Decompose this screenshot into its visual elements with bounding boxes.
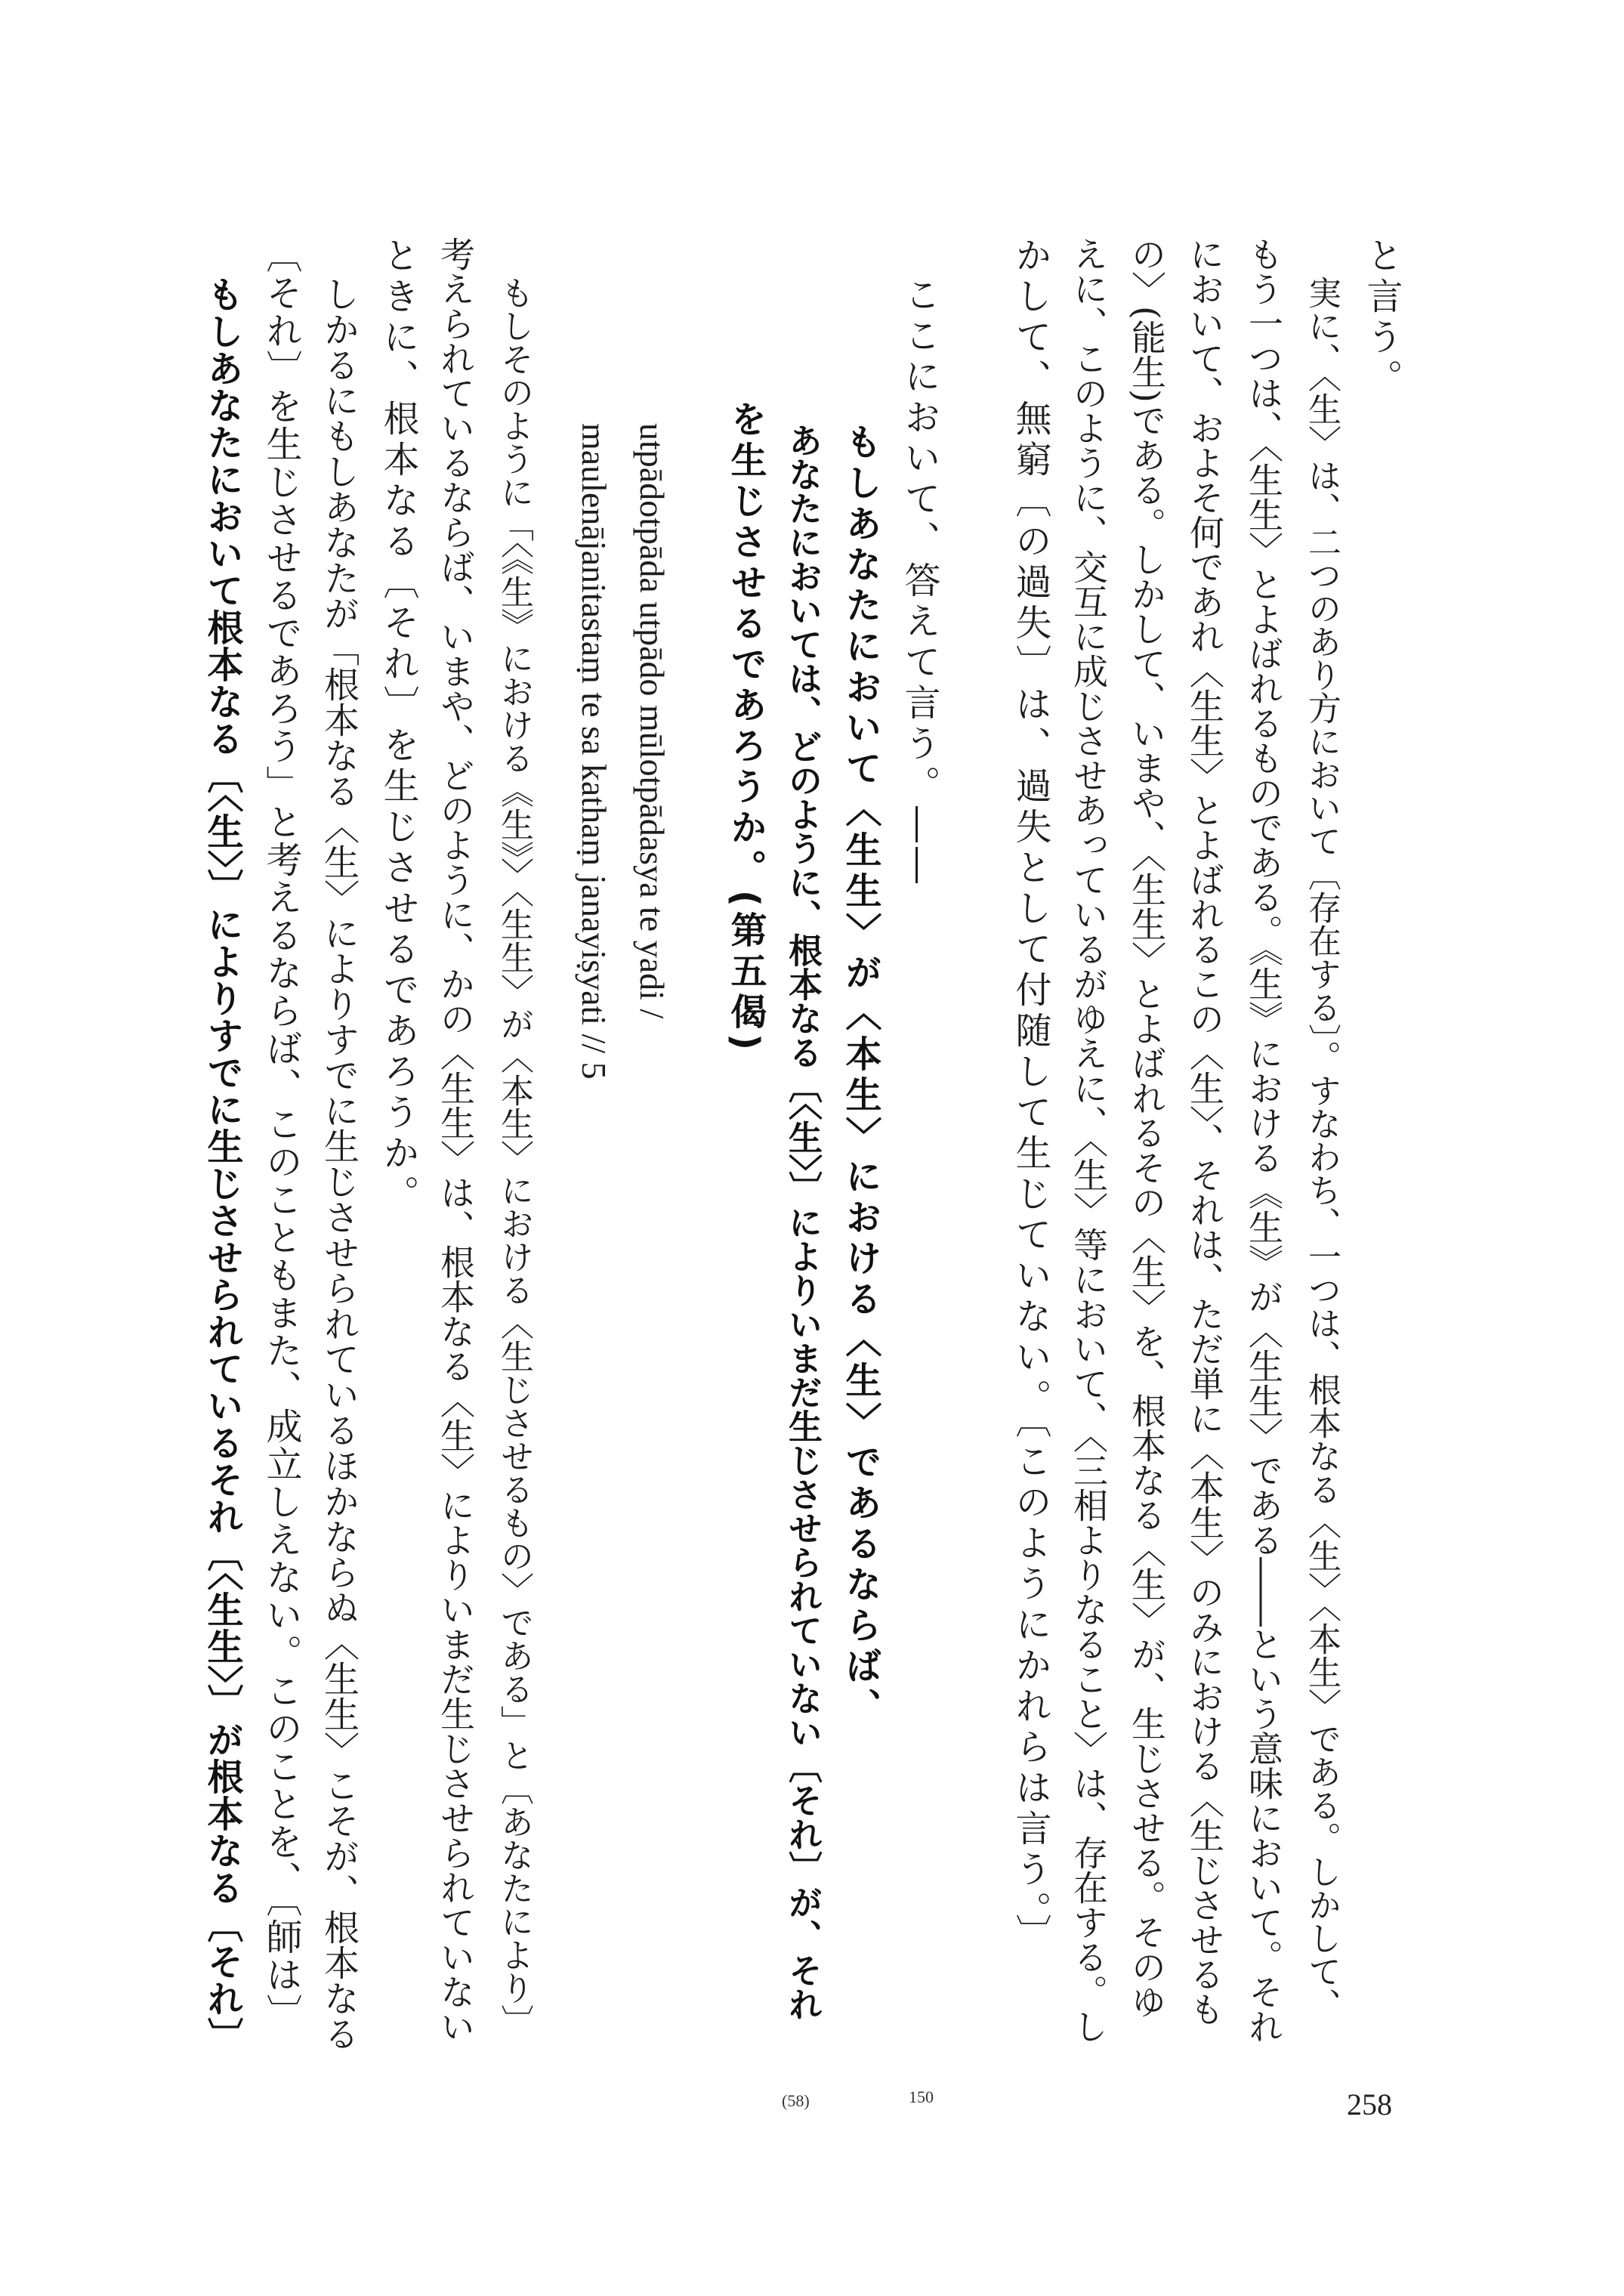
footnote-marker: (58) bbox=[782, 2091, 810, 2110]
text-line-9: もしそのように「〈《生》における《生》〉〈生生〉が〈本生〉における〈生じさせるもの〉である」と〔あなたにより〕 bbox=[495, 276, 533, 2038]
sanskrit-line-1: utpādotpāda utpādo mūlotpādasya te yadi / bbox=[633, 423, 672, 1019]
text-line-12: しかるにもしあなたが「根本なる〈生〉によりすでに生じさせられているほかならぬ〈生生〉こそが、根本なる bbox=[318, 276, 360, 2051]
text-line-1: と言う。 bbox=[1360, 236, 1403, 400]
text-line-14: もしあなたにおいて根本なる〔〈生〉〕によりすでに生じさせられているそれ〔〈生生〉〕が根本なる〔それ〕 bbox=[201, 276, 243, 2054]
text-line-2: 実に、〈生〉は、二つのあり方において〔存在する〕。すなわち、一つは、根本なる〈生〉〈本生〉である。しかして、 bbox=[1302, 276, 1341, 2021]
sanskrit-line-2: maulenājanitastaṃ te sa kathaṃ janayiṣyati // 5 bbox=[575, 423, 613, 1080]
verse-line-2: あなたにおいては、どのように、根本なる〔〈生〉〕によりいまだ生じさせられていない〔それ〕が、それ bbox=[783, 423, 823, 2021]
text-line-6: えに、このように、交互に成じさせあっているがゆえに、〈生〉等において、〈三相よりなること〉は、存在する。し bbox=[1068, 236, 1109, 2044]
verse-line-1: もしあなたにおいて〈生生〉が〈本生〉における〈生〉であるならば、 bbox=[839, 423, 881, 1729]
text-line-8: ここにおいて、答えて言う。―― bbox=[898, 276, 940, 888]
folio-number: 150 bbox=[909, 2087, 934, 2106]
text-line-5: の〉(能生)である。しかして、いまや、〈生生〉とよばれるその〈生〉を、根本なる〈生〉が、生じさせる。そのゆ bbox=[1126, 236, 1167, 2019]
text-line-11: ときに、根本なる〔それ〕を生じさせるであろうか。 bbox=[377, 236, 419, 1216]
verse-line-3: を生じさせるであろうか。(第五偈) bbox=[724, 400, 767, 1055]
text-line-7: かして、無窮〔の過失〕は、過失として付随して生じていない。〔このようにかれらは言う。〕 bbox=[1009, 236, 1051, 1955]
text-line-4: において、およそ何であれ〈生生〉とよばれるこの〈生〉、それは、ただ単に〈本生〉のみにおける〈生じさせるも bbox=[1184, 236, 1225, 2026]
text-line-13: 〔それ〕を生じさせるであろう」と考えるならば、このこともまた、成立しえない。このことを、〔師は〕 bbox=[260, 236, 302, 2032]
text-line-3: もう一つは、〈生生〉とよばれるものである。《生》における《生》が〈生生〉である――という意味において。それ bbox=[1243, 236, 1284, 2044]
text-line-10: 考えられているならば、いまや、どのように、かの〈生生〉は、根本なる〈生〉によりいまだ生じさせられていない bbox=[435, 236, 476, 2044]
page-number: 258 bbox=[1347, 2087, 1392, 2121]
